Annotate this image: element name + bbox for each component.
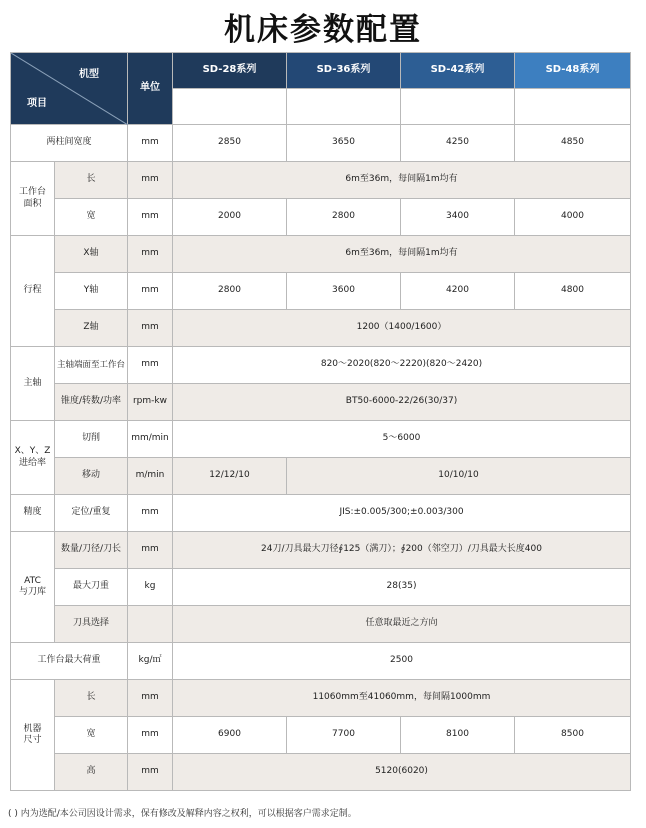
table-row xyxy=(11,680,631,717)
row-unit xyxy=(128,606,173,643)
row-label: 锥度/转数/功率 xyxy=(55,384,128,421)
table-row xyxy=(11,717,631,754)
row-label: 工作台最大荷重 xyxy=(11,643,128,680)
header-series-sd48: SD-48系列 xyxy=(515,53,631,89)
row-label: 数量/刀径/刀长 xyxy=(55,532,128,569)
row-unit: mm xyxy=(128,273,173,310)
cell-value: 4000 xyxy=(515,199,631,236)
cell-value: 3600 xyxy=(287,273,401,310)
cell-value: 任意取最近之方向 xyxy=(173,606,631,643)
group-label: ATC 与刀库 xyxy=(11,532,55,643)
cell-value: 8500 xyxy=(515,717,631,754)
cell-value: 7700 xyxy=(287,717,401,754)
header-series-sd42: SD-42系列 xyxy=(401,53,515,89)
cell-value: 8100 xyxy=(401,717,515,754)
page-title: 机床参数配置 xyxy=(224,12,422,48)
row-unit: mm xyxy=(128,236,173,273)
cell-value: 3400 xyxy=(401,199,515,236)
group-label: 精度 xyxy=(11,495,55,532)
group-label: 行程 xyxy=(11,236,55,347)
header-blank-cell xyxy=(287,89,401,125)
table-row xyxy=(11,236,631,273)
row-label: 长 xyxy=(55,680,128,717)
cell-value: 6900 xyxy=(173,717,287,754)
diagonal-divider xyxy=(11,53,128,125)
row-unit: mm xyxy=(128,162,173,199)
header-series-sd28: SD-28系列 xyxy=(173,53,287,89)
cell-value: 6m至36m，每间隔1m均有 xyxy=(173,236,631,273)
group-label: 机器 尺寸 xyxy=(11,680,55,791)
row-label: 主轴端面至工作台 xyxy=(55,347,128,384)
cell-value: 2800 xyxy=(173,273,287,310)
row-label: 刀具选择 xyxy=(55,606,128,643)
cell-value: 3650 xyxy=(287,125,401,162)
header-blank-cell xyxy=(515,89,631,125)
row-unit: mm xyxy=(128,680,173,717)
header-item-label: 项目 xyxy=(27,97,47,109)
group-label: 工作台 面积 xyxy=(11,162,55,236)
cell-value: 4850 xyxy=(515,125,631,162)
table-row xyxy=(11,310,631,347)
cell-value: 2000 xyxy=(173,199,287,236)
cell-value: 5～6000 xyxy=(173,421,631,458)
table-row xyxy=(11,754,631,791)
header-blank-cell xyxy=(401,89,515,125)
table-row xyxy=(11,199,631,236)
row-unit: m/min xyxy=(128,458,173,495)
row-label: 最大刀重 xyxy=(55,569,128,606)
cell-value: 24刀/刀具最大刀径∮125（满刀）；∮200（邻空刀）/刀具最大长度400 xyxy=(173,532,631,569)
row-unit: mm xyxy=(128,199,173,236)
row-label: 定位/重复 xyxy=(55,495,128,532)
row-label: X轴 xyxy=(55,236,128,273)
row-label: 长 xyxy=(55,162,128,199)
row-unit: kg/㎡ xyxy=(128,643,173,680)
table-row xyxy=(11,384,631,421)
row-unit: mm xyxy=(128,532,173,569)
table-row xyxy=(11,273,631,310)
cell-value: 1200（1400/1600） xyxy=(173,310,631,347)
row-label: Y轴 xyxy=(55,273,128,310)
row-unit: rpm-kw xyxy=(128,384,173,421)
table-row xyxy=(11,125,631,162)
header-corner-cell xyxy=(11,53,128,125)
row-label: 移动 xyxy=(55,458,128,495)
spec-table xyxy=(10,52,631,791)
table-row xyxy=(11,347,631,384)
table-row xyxy=(11,495,631,532)
cell-value: 2500 xyxy=(173,643,631,680)
row-label: 切削 xyxy=(55,421,128,458)
cell-value: 4250 xyxy=(401,125,515,162)
row-unit: kg xyxy=(128,569,173,606)
cell-value: JIS:±0.005/300;±0.003/300 xyxy=(173,495,631,532)
header-model-label: 机型 xyxy=(79,69,99,80)
row-unit: mm/min xyxy=(128,421,173,458)
cell-value: BT50-6000-22/26(30/37) xyxy=(173,384,631,421)
row-unit: mm xyxy=(128,347,173,384)
row-label: Z轴 xyxy=(55,310,128,347)
table-row xyxy=(11,532,631,569)
cell-value: 10/10/10 xyxy=(287,458,631,495)
row-label: 高 xyxy=(55,754,128,791)
table-row xyxy=(11,606,631,643)
header-unit-label: 单位 xyxy=(128,53,173,125)
cell-value: 12/12/10 xyxy=(173,458,287,495)
group-label: X、Y、Z 进给率 xyxy=(11,421,55,495)
group-label: 主轴 xyxy=(11,347,55,421)
cell-value: 6m至36m，每间隔1m均有 xyxy=(173,162,631,199)
table-row xyxy=(11,458,631,495)
row-label: 两柱间宽度 xyxy=(11,125,128,162)
table-row xyxy=(11,162,631,199)
row-unit: mm xyxy=(128,717,173,754)
cell-value: 5120(6020) xyxy=(173,754,631,791)
row-unit: mm xyxy=(128,310,173,347)
table-row xyxy=(11,643,631,680)
header-series-sd36: SD-36系列 xyxy=(287,53,401,89)
row-unit: mm xyxy=(128,495,173,532)
table-row xyxy=(11,421,631,458)
cell-value: 4800 xyxy=(515,273,631,310)
header-blank-cell xyxy=(173,89,287,125)
table-row xyxy=(11,569,631,606)
footnote: ( ) 内为选配/本公司因设计需求，保有修改及解释内容之权利，可以根据客户需求定制。 xyxy=(8,809,357,819)
cell-value: 11060mm至41060mm，每间隔1000mm xyxy=(173,680,631,717)
cell-value: 2850 xyxy=(173,125,287,162)
cell-value: 820～2020(820～2220)(820～2420) xyxy=(173,347,631,384)
cell-value: 2800 xyxy=(287,199,401,236)
row-label: 宽 xyxy=(55,199,128,236)
row-label: 宽 xyxy=(55,717,128,754)
cell-value: 4200 xyxy=(401,273,515,310)
row-unit: mm xyxy=(128,125,173,162)
cell-value: 28(35) xyxy=(173,569,631,606)
row-unit: mm xyxy=(128,754,173,791)
